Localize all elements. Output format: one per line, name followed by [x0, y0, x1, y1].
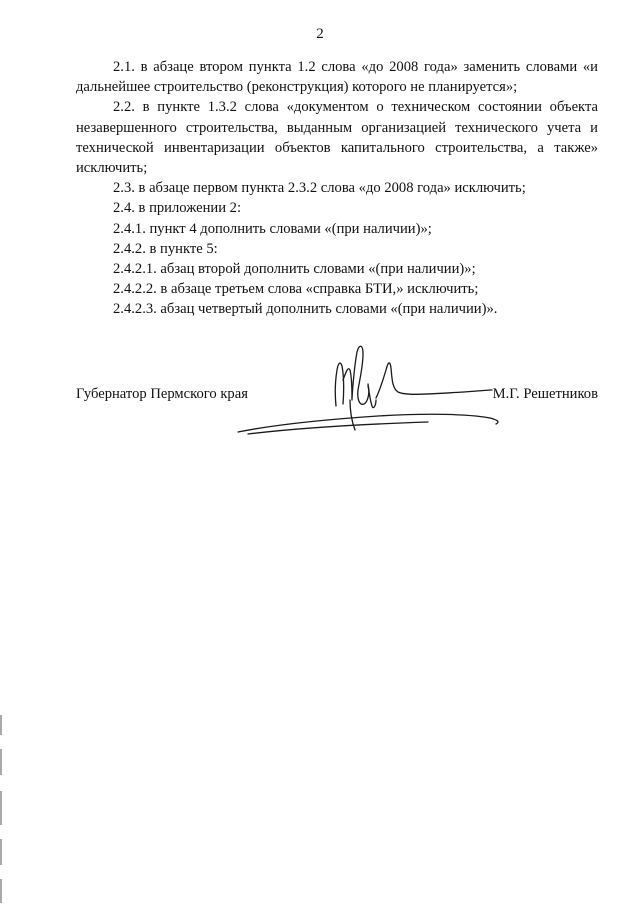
scan-margin-marks	[0, 715, 4, 905]
paragraph-2-4-2-1: 2.4.2.1. абзац второй дополнить словами «(при наличии)»;	[113, 261, 476, 278]
paragraph-2-1: 2.1. в абзаце втором пункта 1.2 слова «до 2008 года» заменить словами «и дальнейшее строительство (реконструкция) которого не планируется»;	[76, 59, 598, 96]
paragraph-2-3: 2.3. в абзаце первом пункта 2.3.2 слова «до 2008 года» исключить;	[113, 180, 526, 197]
paragraph-2-2: 2.2. в пункте 1.3.2 слова «документом о техническом состоянии объекта незавершенного строительства, выданным организацией технического учета и технической инвентаризации объектов капитального строительства, а также» исключить;	[76, 99, 598, 177]
paragraph-2-4-2: 2.4.2. в пункте 5:	[113, 240, 218, 257]
page-number: 2	[316, 26, 324, 42]
signer-position: Губернатор Пермского края	[76, 386, 248, 402]
document-body	[76, 57, 598, 320]
handwritten-signature	[228, 340, 518, 440]
signer-name: М.Г. Решетников	[492, 386, 598, 402]
paragraph-2-4-2-2: 2.4.2.2. в абзаце третьем слова «справка БТИ,» исключить;	[113, 281, 479, 298]
paragraph-2-4-1: 2.4.1. пункт 4 дополнить словами «(при наличии)»;	[113, 220, 432, 237]
paragraph-2-4-2-3: 2.4.2.3. абзац четвертый дополнить словами «(при наличии)».	[113, 301, 498, 318]
paragraph-2-4: 2.4. в приложении 2:	[113, 200, 242, 217]
